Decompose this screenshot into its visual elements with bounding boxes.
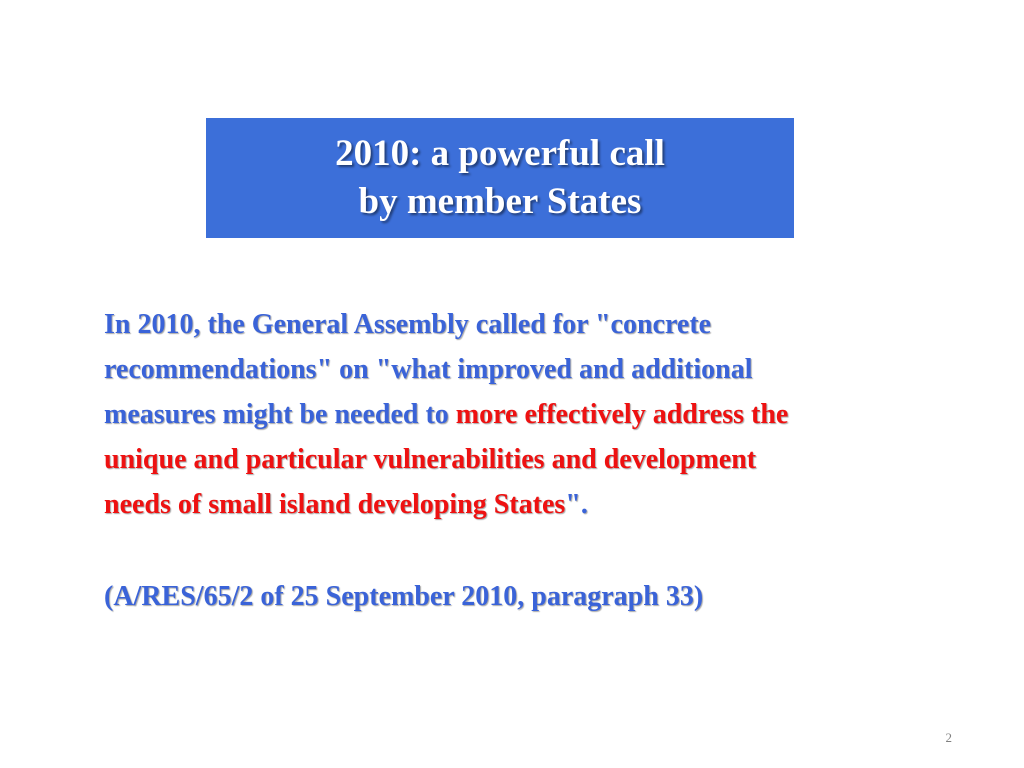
body-line-5 [104,482,984,527]
title-box [206,118,794,238]
body-line-3-red: more effectively address the [455,399,789,430]
body-line-5-blue-end: ". [565,489,588,520]
body-line-3 [104,392,984,437]
page-number: 2 [945,730,952,745]
body-paragraph [104,302,984,527]
slide-title-line-1: 2010: a powerful call [335,133,665,174]
body-line-4: unique and particular vulnerabilities and development [104,444,757,475]
body-line-5-red: needs of small island developing States [104,489,566,520]
slide-title-line-2: by member States [358,181,642,222]
body-line-1: In 2010, the General Assembly called for "concrete [104,309,712,340]
citation: (A/RES/65/2 of 25 September 2010, paragraph 33) [104,581,704,612]
body-line-2: recommendations" on "what improved and additional [104,354,753,385]
body-line-3-blue: measures might be needed to [104,399,456,430]
